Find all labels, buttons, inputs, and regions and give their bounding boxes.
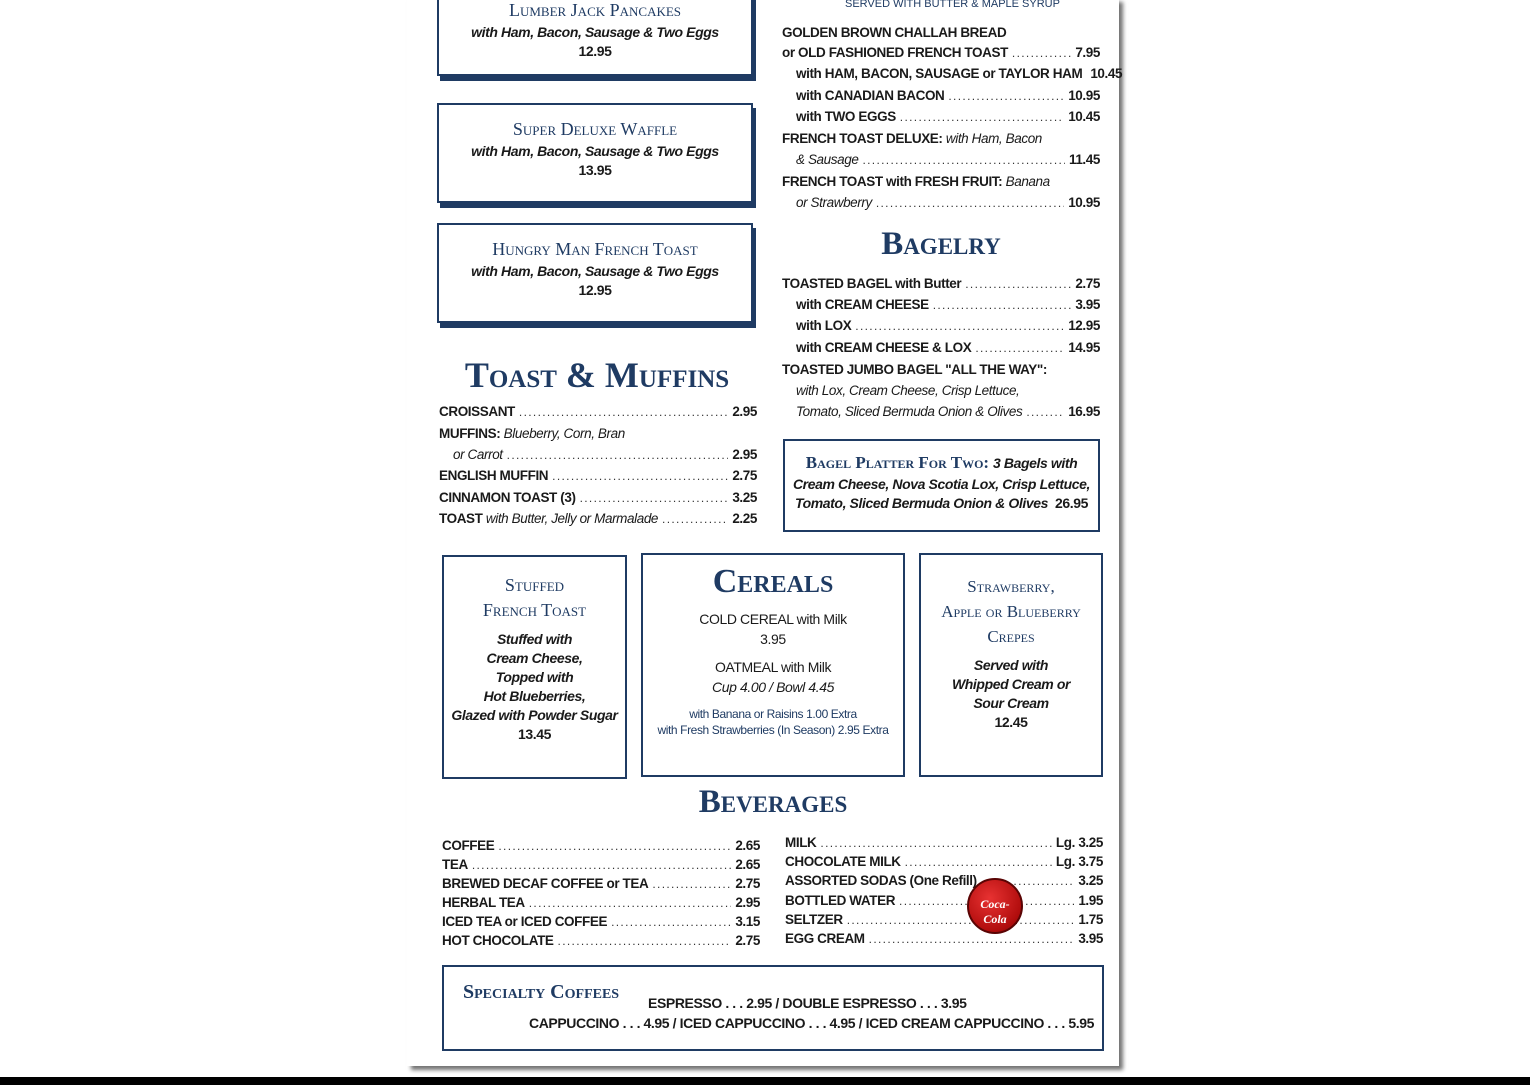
special-title: Super Deluxe Waffle	[512, 119, 678, 139]
item-label: CINNAMON TOAST (3)	[439, 490, 576, 505]
item-price: 11.45	[1068, 152, 1100, 167]
beverage-item	[442, 895, 760, 910]
menu-item	[453, 447, 757, 462]
specialty-line: ESPRESSO . . . 2.95 / DOUBLE ESPRESSO . . . 3.95	[648, 995, 967, 1011]
item-desc: Banana	[1005, 174, 1050, 189]
item-desc: Blueberry, Corn, Bran	[503, 426, 625, 441]
item-label: ASSORTED SODAS (One Refill)	[785, 873, 977, 888]
item-label: MUFFINS:	[439, 426, 501, 441]
box-title: Strawberry,	[967, 577, 1055, 596]
item-price: 2.95	[735, 895, 760, 910]
crepes-box	[919, 553, 1103, 777]
item-desc: with Butter, Jelly or Marmalade	[485, 511, 659, 526]
item-price: 3.25	[732, 490, 757, 505]
special-price: 12.95	[578, 282, 612, 298]
box-desc: Cream Cheese,	[486, 650, 583, 666]
section-title-toast-muffins: Toast & Muffins	[464, 355, 730, 395]
item-label: CHOCOLATE MILK	[785, 854, 901, 869]
box-desc: Served with	[973, 657, 1049, 673]
box-title: Crepes	[987, 627, 1035, 646]
special-title: Lumber Jack Pancakes	[508, 0, 682, 20]
bagel-platter-box	[783, 439, 1100, 532]
box-desc: Stuffed with	[496, 631, 573, 647]
item-label: ICED TEA or ICED COFFEE	[442, 914, 608, 929]
menu-item	[796, 297, 1100, 312]
menu-item	[796, 340, 1100, 355]
item-label: with CANADIAN BACON	[796, 88, 945, 103]
beverage-item	[785, 912, 1103, 927]
cereal-price: Cup 4.00 / Bowl 4.45	[712, 679, 834, 695]
section-title-beverages: Beverages	[698, 784, 848, 820]
menu-page	[407, 0, 1123, 1066]
box-desc: Sour Cream	[973, 695, 1049, 711]
special-price: 13.95	[578, 162, 612, 178]
item-label: TOAST	[439, 511, 483, 526]
box-price: 13.45	[517, 726, 552, 742]
box-title: Apple or Blueberry	[941, 602, 1081, 621]
item-price: 1.75	[1078, 912, 1103, 927]
menu-item	[796, 318, 1100, 333]
item-label: with CREAM CHEESE & LOX	[796, 340, 972, 355]
specialty-line: CAPPUCCINO . . . 4.95 / ICED CAPPUCCINO . . . 4.95 / ICED CREAM CAPPUCCINO . . . 5.95	[529, 1015, 1095, 1031]
platter-title: Bagel Platter For Two:	[805, 453, 990, 472]
menu-item-fruit	[782, 174, 1050, 189]
box-desc: Glazed with Powder Sugar	[451, 707, 618, 723]
french-toast-note: SERVED WITH BUTTER & MAPLE SYRUP	[845, 0, 1060, 10]
item-label: MILK	[785, 835, 817, 850]
beverage-item	[785, 835, 1103, 850]
platter-desc: 3 Bagels with	[992, 455, 1078, 471]
box-title: French Toast	[482, 600, 587, 620]
coca-cola-logo	[967, 878, 1023, 934]
menu-item	[796, 66, 1123, 81]
item-label: HERBAL TEA	[442, 895, 525, 910]
beverage-item	[442, 914, 760, 929]
jumbo-bagel-desc: with Lox, Cream Cheese, Crisp Lettuce,	[796, 383, 1020, 398]
platter-desc: Tomato, Sliced Bermuda Onion & Olives	[794, 495, 1049, 511]
item-label: SELTZER	[785, 912, 843, 927]
item-desc: & Sausage	[796, 152, 859, 167]
special-box-french-toast	[437, 223, 753, 323]
platter-price: 26.95	[1055, 495, 1089, 511]
beverage-item	[785, 854, 1103, 869]
menu-item	[782, 45, 1100, 60]
item-price: 7.95	[1075, 45, 1100, 60]
item-price: 2.75	[732, 468, 757, 483]
menu-item	[439, 468, 757, 483]
special-desc: with Ham, Bacon, Sausage & Two Eggs	[471, 263, 719, 279]
cereal-item: OATMEAL with Milk	[714, 659, 832, 675]
item-label: or OLD FASHIONED FRENCH TOAST	[782, 45, 1008, 60]
box-desc: Whipped Cream or	[951, 676, 1071, 692]
item-price: 10.95	[1068, 195, 1100, 210]
special-desc: with Ham, Bacon, Sausage & Two Eggs	[471, 24, 719, 40]
menu-item	[796, 109, 1100, 124]
item-label: BOTTLED WATER	[785, 893, 896, 908]
beverage-item	[442, 857, 760, 872]
item-label: TOASTED BAGEL with Butter	[782, 276, 962, 291]
item-price: 10.45	[1068, 109, 1100, 124]
item-price: 2.75	[1075, 276, 1100, 291]
item-price: 10.45	[1090, 66, 1123, 81]
item-label: FRENCH TOAST DELUXE:	[782, 131, 943, 146]
item-price: 2.65	[735, 838, 760, 853]
platter-desc: Cream Cheese, Nova Scotia Lox, Crisp Lettuce,	[792, 476, 1091, 492]
menu-item	[796, 88, 1100, 103]
item-price: 2.25	[732, 511, 757, 526]
item-label: HOT CHOCOLATE	[442, 933, 554, 948]
menu-item	[439, 490, 757, 505]
beverage-item	[785, 873, 1103, 888]
section-title-bagelry: Bagelry	[881, 226, 1001, 262]
bottom-border	[0, 1077, 1530, 1085]
box-title: Specialty Coffees	[463, 981, 620, 1003]
beverage-item	[785, 931, 1103, 946]
logo-text: Coca-Cola	[980, 897, 1010, 926]
item-price: Lg. 3.75	[1055, 854, 1103, 869]
item-price: 3.15	[735, 914, 760, 929]
item-price: 2.75	[735, 876, 760, 891]
box-title: Stuffed	[504, 575, 565, 595]
menu-item	[796, 195, 1100, 210]
item-label: with LOX	[796, 318, 852, 333]
item-label: CROISSANT	[439, 404, 515, 419]
item-price: 2.75	[735, 933, 760, 948]
menu-item	[439, 511, 757, 526]
item-label: TEA	[442, 857, 468, 872]
item-label: BREWED DECAF COFFEE or TEA	[442, 876, 649, 891]
special-box-waffle	[437, 103, 753, 203]
box-title: Cereals	[712, 563, 834, 600]
box-desc: Topped with	[495, 669, 574, 685]
item-desc: or Strawberry	[796, 195, 872, 210]
menu-item	[439, 404, 757, 419]
special-box-pancakes	[437, 0, 753, 76]
beverage-item	[442, 933, 760, 948]
cereal-price: 3.95	[760, 631, 786, 647]
item-price: 3.25	[1078, 873, 1103, 888]
cereal-extra: with Banana or Raisins 1.00 Extra	[689, 707, 857, 721]
cereals-box	[641, 553, 905, 777]
beverage-item	[442, 876, 760, 891]
item-label: FRENCH TOAST with FRESH FRUIT:	[782, 174, 1003, 189]
box-desc: Hot Blueberries,	[483, 688, 586, 704]
item-price: 3.95	[1078, 931, 1103, 946]
cereal-item: COLD CEREAL with Milk	[699, 611, 847, 627]
item-price: 10.95	[1068, 88, 1100, 103]
menu-item-muffins	[439, 426, 625, 441]
item-price: 2.65	[735, 857, 760, 872]
item-label: with HAM, BACON, SAUSAGE or TAYLOR HAM	[796, 66, 1083, 81]
menu-item	[796, 404, 1100, 419]
beverage-item	[442, 838, 760, 853]
item-price: 2.95	[732, 404, 757, 419]
item-price: 3.95	[1075, 297, 1100, 312]
item-price: 1.95	[1078, 893, 1103, 908]
stuffed-french-toast-box	[442, 555, 627, 779]
special-desc: with Ham, Bacon, Sausage & Two Eggs	[471, 143, 719, 159]
item-desc: Tomato, Sliced Bermuda Onion & Olives	[796, 404, 1023, 419]
item-label: EGG CREAM	[785, 931, 865, 946]
item-label: with CREAM CHEESE	[796, 297, 929, 312]
menu-item-deluxe	[782, 131, 1042, 146]
item-price: 2.95	[732, 447, 757, 462]
item-price: 14.95	[1068, 340, 1100, 355]
cereal-extra: with Fresh Strawberries (In Season) 2.95 Extra	[657, 723, 889, 737]
beverage-item	[785, 893, 1103, 908]
french-toast-line: GOLDEN BROWN CHALLAH BREAD	[782, 25, 1007, 40]
item-price: Lg. 3.25	[1055, 835, 1103, 850]
item-label: with TWO EGGS	[796, 109, 896, 124]
box-price: 12.45	[994, 714, 1028, 730]
item-label: COFFEE	[442, 838, 495, 853]
item-desc: or Carrot	[453, 447, 503, 462]
item-price: 16.95	[1068, 404, 1100, 419]
menu-item	[782, 276, 1100, 291]
item-desc: with Ham, Bacon	[945, 131, 1042, 146]
item-label: ENGLISH MUFFIN	[439, 468, 549, 483]
specialty-coffees-box	[442, 965, 1104, 1051]
special-title: Hungry Man French Toast	[492, 239, 698, 259]
menu-item	[796, 152, 1100, 167]
item-price: 12.95	[1068, 318, 1100, 333]
jumbo-bagel-label: TOASTED JUMBO BAGEL "ALL THE WAY":	[782, 362, 1047, 377]
special-price: 12.95	[578, 43, 612, 59]
